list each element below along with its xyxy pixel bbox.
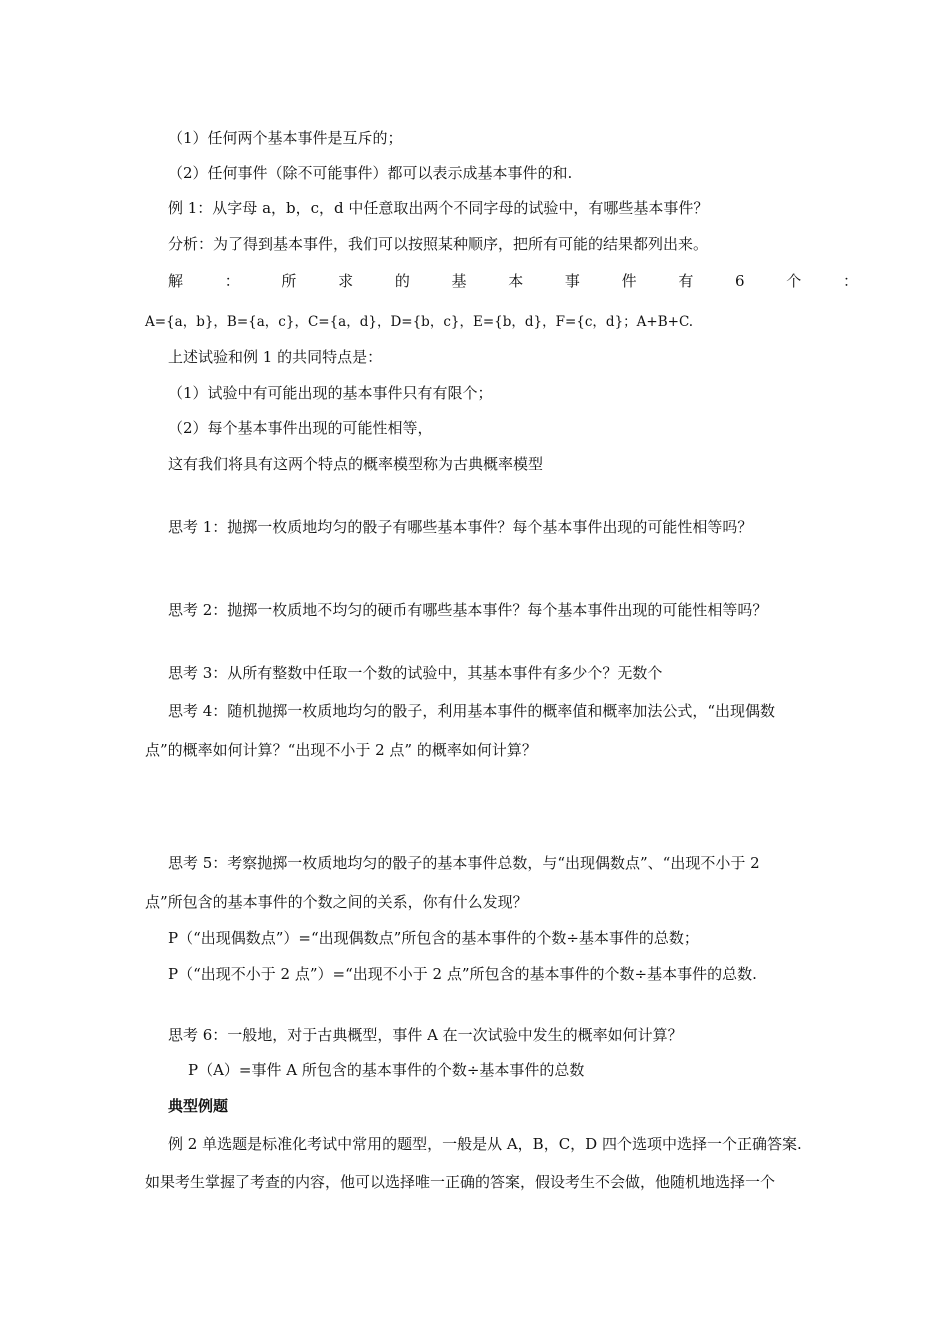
text-line: （2）任何事件（除不可能事件）都可以表示成基本事件的和. [168,164,573,182]
solution-justified-row [168,271,858,291]
solution-char: ： [842,272,858,290]
section-heading: 典型例题 [168,1097,229,1115]
think-6: 思考 6：一般地，对于古典概型，事件 A 在一次试验中发生的概率如何计算？ [168,1026,683,1044]
text-line: 上述试验和例 1 的共同特点是： [168,348,383,366]
solution-char: 求 [338,272,354,290]
text-line: （2）每个基本事件出现的可能性相等， [168,419,433,437]
think-3: 思考 3：从所有整数中任取一个数的试验中，其基本事件有多少个？无数个 [168,664,663,682]
think-1: 思考 1：抛掷一枚质地均匀的骰子有哪些基本事件？每个基本事件出现的可能性相等吗？ [168,518,753,536]
definition-line: 这有我们将具有这两个特点的概率模型称为古典概率模型 [168,455,544,473]
example-1-question: 例 1：从字母 a，b，c，d 中任意取出两个不同字母的试验中，有哪些基本事件？ [168,199,709,217]
think-5: 思考 5：考察抛掷一枚质地均匀的骰子的基本事件总数，与“出现偶数点”、“出现不小于 2 [168,854,760,872]
solution-char: 本 [508,272,524,290]
formula-even: P（“出现偶数点”）=“出现偶数点”所包含的基本事件的个数÷基本事件的总数； [168,929,699,947]
solution-char: 所 [281,272,297,290]
think-5-cont: 点”所包含的基本事件的个数之间的关系，你有什么发现？ [145,893,528,911]
example-2-cont: 如果考生掌握了考查的内容，他可以选择唯一正确的答案，假设考生不会做，他随机地选择一个 [145,1173,776,1191]
solution-char: 有 [678,272,694,290]
solution-char: 件 [621,272,637,290]
classical-probability-formula: P（A）=事件 A 所包含的基本事件的个数÷基本事件的总数 [188,1061,585,1079]
analysis-line: 分析：为了得到基本事件，我们可以按照某种顺序，把所有可能的结果都列出来。 [168,235,709,253]
solution-char: 事 [564,272,580,290]
solution-char: 的 [394,272,410,290]
formula-not-less-2: P（“出现不小于 2 点”）=“出现不小于 2 点”所包含的基本事件的个数÷基本事件的总数. [168,965,757,983]
text-line: （1）试验中有可能出现的基本事件只有有限个； [168,384,493,402]
think-2: 思考 2：抛掷一枚质地不均匀的硬币有哪些基本事件？每个基本事件出现的可能性相等吗？ [168,601,768,619]
event-list-line: A={a，b}，B={a，c}，C={a，d}，D={b，c}，E={b，d}，F={c，d}；A+B+C. [145,314,694,330]
think-4: 思考 4：随机抛掷一枚质地均匀的骰子，利用基本事件的概率值和概率加法公式，“出现偶数 [168,702,775,720]
text-line: （1）任何两个基本事件是互斥的； [168,129,403,147]
solution-char: 基 [451,272,467,290]
think-4-cont: 点”的概率如何计算？“出现不小于 2 点” 的概率如何计算？ [145,741,537,759]
solution-char: ： [224,272,240,290]
solution-char: 解 [168,272,184,290]
solution-char: 6 [735,272,745,290]
example-2: 例 2 单选题是标准化考试中常用的题型，一般是从 A，B，C，D 四个选项中选择一个正确答案. [168,1135,802,1153]
solution-char: 个 [786,272,802,290]
